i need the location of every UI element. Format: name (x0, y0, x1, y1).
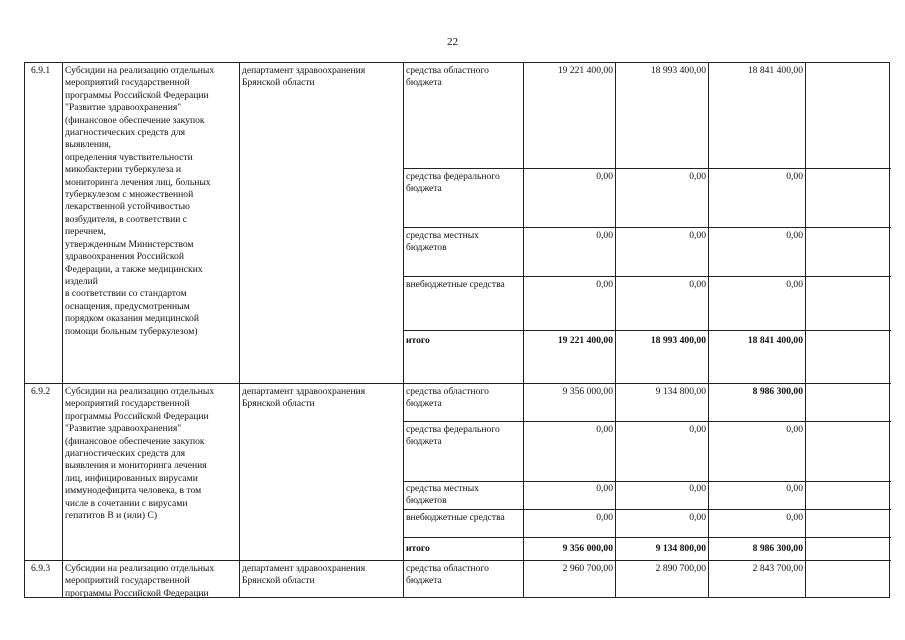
row-executor: департамент здравоохранения Брянской области (242, 386, 366, 410)
row-description: Субсидии на реализацию отдельных мероприятий государственной программы Российской Федерации "Развитие здравоохранения" (финансовое обеспечение закупок диагностических средств для выявления и мониторинга лечения лиц, инфицированных вирусами иммунодефицита человека, в том числе в сочетании с вирусами гепатитов В и (или) С) (65, 386, 215, 522)
value-year2: 0,00 (689, 424, 706, 435)
source-name: средства местных бюджетов (406, 230, 479, 254)
value-year3: 2 843 700,00 (752, 563, 803, 574)
value-year1: 19 221 400,00 (557, 65, 613, 76)
value-year3: 0,00 (786, 279, 803, 290)
value-year1: 0,00 (596, 512, 613, 523)
total-year1: 9 356 000,00 (562, 543, 613, 554)
row-executor: департамент здравоохранения Брянской области (242, 65, 366, 89)
budget-table (24, 62, 890, 598)
total-year3: 8 986 300,00 (752, 543, 803, 554)
total-year3: 18 841 400,00 (747, 335, 803, 346)
value-year3: 0,00 (786, 483, 803, 494)
value-year1: 9 356 000,00 (562, 386, 613, 397)
source-name: средства местных бюджетов (406, 483, 479, 507)
value-year1: 0,00 (596, 171, 613, 182)
row-description: Субсидии на реализацию отдельных мероприятий государственной программы Российской Федерации "Развитие здравоохранения" (финансовое обеспечение закупок диагностических средств для выявления, определения чувствительности микобактерии туберкулеза и мониторинга лечения лиц, больных туберкулезом с множественной лекарственной устойчивостью возбудителя, в соответствии с перечнем, утвержденным Министерством здравоохранения Российской Федерации, а также медицинских изделий в соответствии со стандартом оснащения, предусмотренным порядком оказания медицинской помощи больным туберкулезом) (65, 65, 215, 337)
value-year3: 0,00 (786, 512, 803, 523)
total-label: итого (406, 543, 430, 554)
source-name: средства федерального бюджета (406, 424, 500, 448)
value-year2: 9 134 800,00 (655, 386, 706, 397)
source-name: средства федерального бюджета (406, 171, 500, 195)
total-year2: 9 134 800,00 (655, 543, 706, 554)
value-year1: 0,00 (596, 483, 613, 494)
value-year3: 18 841 400,00 (747, 65, 803, 76)
value-year3: 0,00 (786, 230, 803, 241)
value-year3: 0,00 (786, 424, 803, 435)
row-executor: департамент здравоохранения Брянской области (242, 563, 366, 587)
row-description: Субсидии на реализацию отдельных мероприятий государственной программы Российской Федерации (65, 563, 215, 599)
value-year1: 0,00 (596, 230, 613, 241)
value-year1: 2 960 700,00 (562, 563, 613, 574)
total-year2: 18 993 400,00 (650, 335, 706, 346)
page-number: 22 (447, 36, 458, 48)
source-name: средства областного бюджета (406, 563, 489, 587)
source-name: средства областного бюджета (406, 386, 489, 410)
value-year2: 0,00 (689, 171, 706, 182)
value-year2: 0,00 (689, 230, 706, 241)
value-year2: 2 890 700,00 (655, 563, 706, 574)
source-name: средства областного бюджета (406, 65, 489, 89)
value-year2: 0,00 (689, 279, 706, 290)
source-name: внебюджетные средства (406, 512, 505, 523)
value-year3: 8 986 300,00 (752, 386, 803, 397)
value-year2: 0,00 (689, 512, 706, 523)
total-label: итого (406, 335, 430, 346)
value-year2: 0,00 (689, 483, 706, 494)
value-year2: 18 993 400,00 (650, 65, 706, 76)
value-year1: 0,00 (596, 279, 613, 290)
row-code: 6.9.1 (31, 65, 51, 76)
row-code: 6.9.3 (31, 563, 51, 574)
row-code: 6.9.2 (31, 386, 51, 397)
total-year1: 19 221 400,00 (557, 335, 613, 346)
value-year1: 0,00 (596, 424, 613, 435)
source-name: внебюджетные средства (406, 279, 505, 290)
value-year3: 0,00 (786, 171, 803, 182)
